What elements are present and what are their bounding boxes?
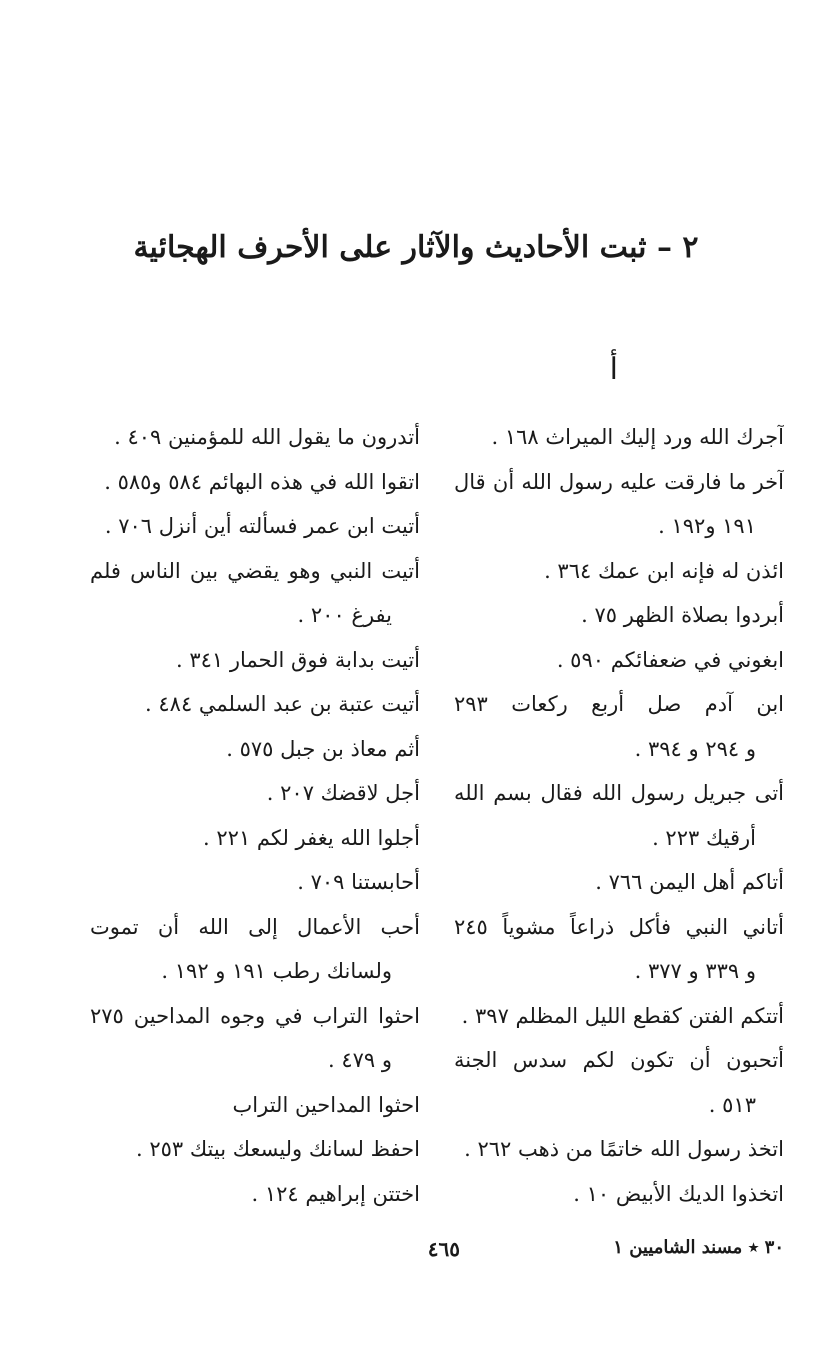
index-entry-line: أتيت بدابة فوق الحمار ٣٤١ . xyxy=(176,647,420,672)
page-footer xyxy=(0,1237,832,1267)
index-entry-line: ولسانك رطب ١٩١ و ١٩٢ . xyxy=(161,959,392,983)
index-entry-line: ابن آدم صل أربع ركعات ٢٩٣ xyxy=(454,692,784,716)
index-entry-line: آجرك الله ورد إليك الميراث ١٦٨ . xyxy=(491,425,784,449)
index-entry-line: أرقيك ٢٢٣ . xyxy=(652,825,756,850)
index-entry-line: أتيت النبي وهو يقضي بين الناس فلم xyxy=(90,558,420,583)
section-letter: أ xyxy=(609,352,618,387)
index-entry-line: و ٣٣٩ و ٣٧٧ . xyxy=(634,959,756,983)
index-entry-line: أتاني النبي فأكل ذراعاً مشوياً ٢٤٥ xyxy=(454,914,784,939)
page-number: ٤٦٥ xyxy=(427,1237,460,1261)
index-entry-line: أتيت ابن عمر فسألته أين أنزل ٧٠٦ . xyxy=(104,514,420,538)
index-entry-line: أتتكم الفتن كقطع الليل المظلم ٣٩٧ . xyxy=(461,1003,784,1028)
index-entry-line: أتى جبريل رسول الله فقال بسم الله xyxy=(454,781,784,805)
index-entry-line: احفظ لسانك وليسعك بيتك ٢٥٣ . xyxy=(135,1137,420,1161)
index-entry-line: أحب الأعمال إلى الله أن تموت xyxy=(90,914,420,939)
index-entry-line: احثوا التراب في وجوه المداحين ٢٧٥ xyxy=(90,1003,420,1028)
index-entry-line: أبردوا بصلاة الظهر ٧٥ . xyxy=(581,603,784,627)
page-title: ٢ – ثبت الأحاديث والآثار على الأحرف الهجائية xyxy=(133,230,699,265)
footer-signature: ٣٠ ٭ مسند الشاميين ١ xyxy=(613,1237,784,1258)
index-entry-line: اتخذوا الديك الأبيض ١٠ . xyxy=(573,1181,784,1206)
index-column-right xyxy=(454,415,784,1216)
index-entry-line: أتيت عتبة بن عبد السلمي ٤٨٤ . xyxy=(145,692,420,716)
index-entry-line: آخر ما فارقت عليه رسول الله أن قال xyxy=(454,469,784,494)
index-entry-line: ائذن له فإنه ابن عمك ٣٦٤ . xyxy=(544,558,784,583)
index-entry-line: أجلوا الله يغفر لكم ٢٢١ . xyxy=(203,825,420,850)
index-entry-line: ابغوني في ضعفائكم ٥٩٠ . xyxy=(556,647,784,672)
index-entry-line: يفرغ ٢٠٠ . xyxy=(297,603,392,627)
index-entry-line: أثم معاذ بن جبل ٥٧٥ . xyxy=(226,736,420,761)
index-entry-line: أجل لاقضك ٢٠٧ . xyxy=(266,781,420,805)
index-column-left xyxy=(90,415,420,1216)
index-entry-line: ١٩١ و١٩٢ . xyxy=(658,514,756,538)
index-entry-line: اتقوا الله في هذه البهائم ٥٨٤ و٥٨٥ . xyxy=(104,469,420,494)
index-entry-line: أتدرون ما يقول الله للمؤمنين ٤٠٩ . xyxy=(114,425,420,449)
index-entry-line: ٥١٣ . xyxy=(708,1092,756,1117)
index-entry-line: أتاكم أهل اليمن ٧٦٦ . xyxy=(595,870,784,894)
index-entry-line: أتحبون أن تكون لكم سدس الجنة xyxy=(454,1048,784,1072)
index-entry-line: احثوا المداحين التراب xyxy=(232,1092,420,1117)
index-entry-line: و ٤٧٩ . xyxy=(327,1048,392,1072)
index-entry-line: اتخذ رسول الله خاتمًا من ذهب ٢٦٢ . xyxy=(464,1137,784,1161)
index-entry-line: اختتن إبراهيم ١٢٤ . xyxy=(251,1181,420,1206)
index-entry-line: و ٢٩٤ و ٣٩٤ . xyxy=(634,736,756,761)
index-entry-line: أحابستنا ٧٠٩ . xyxy=(297,870,420,894)
